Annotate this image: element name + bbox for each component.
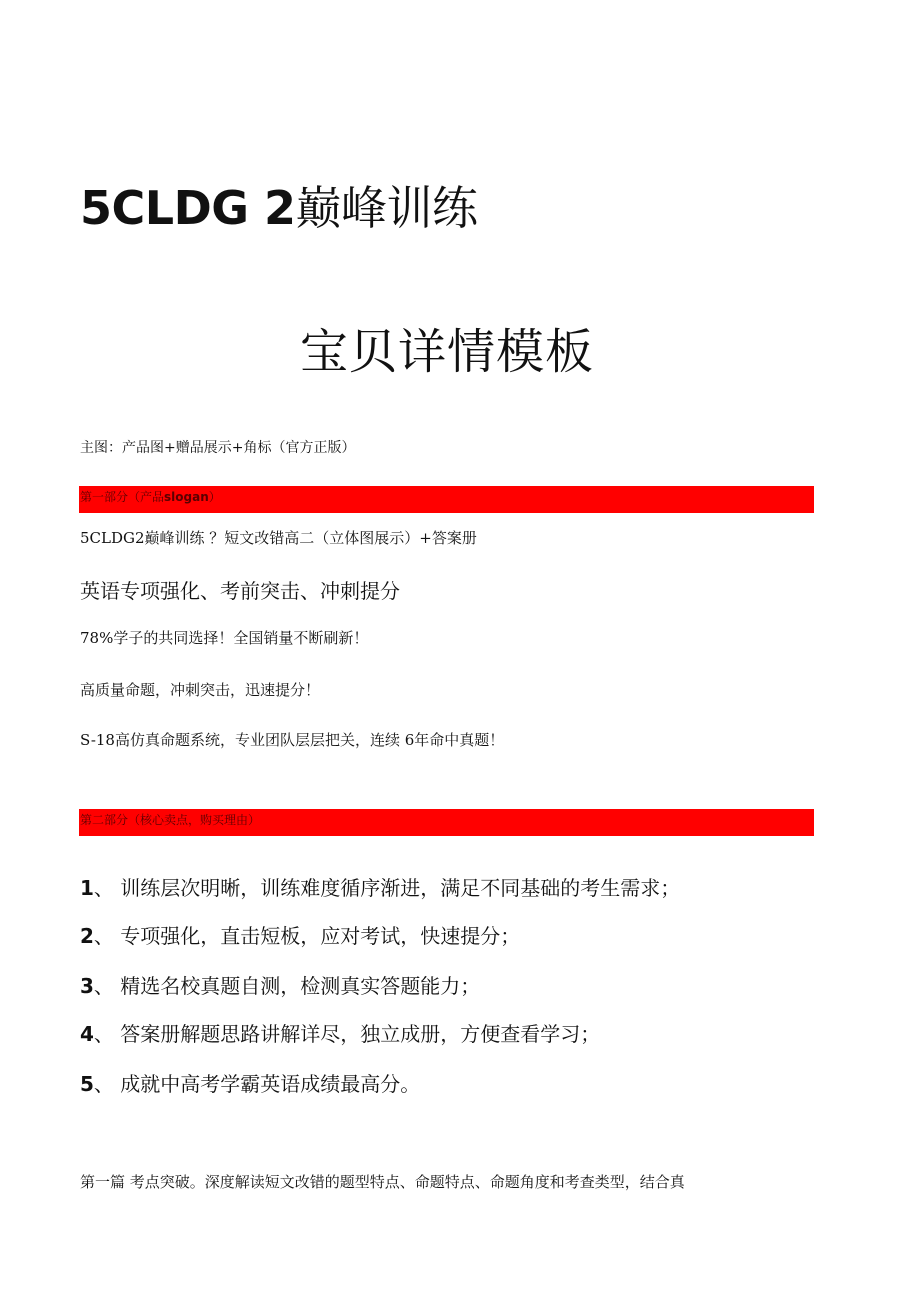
selling-line-3: S-18高仿真命题系统，专业团队层层把关，连续 6年命中真题！ (80, 731, 505, 749)
title-cjk: 巅峰训练 (295, 181, 478, 235)
selling-point-2-text: 、 专项强化，直击短板，应对考试，快速提分； (93, 924, 521, 948)
main-image-note: 主图：产品图+赠品展示+角标（官方正版） (80, 440, 356, 456)
selling-point-3 (80, 972, 480, 1000)
section-1-label-prefix: 第一部分（产品 (80, 490, 165, 504)
selling-line-1: 78%学子的共同选择！全国销量不断刷新！ (80, 629, 369, 647)
section-2-label: 第二部分（核心卖点，购买理由） (80, 813, 261, 827)
selling-point-1 (80, 874, 680, 902)
document-title (80, 180, 478, 236)
selling-point-5 (80, 1070, 420, 1098)
slogan: 英语专项强化、考前突击、冲刺提分 (80, 579, 400, 603)
selling-point-1-number: 1 (80, 876, 94, 900)
selling-point-5-text: 、 成就中高考学霸英语成绩最高分。 (93, 1072, 421, 1096)
selling-point-1-text: 、 训练层次明晰，训练难度循序渐进，满足不同基础的考生需求； (93, 876, 681, 900)
selling-point-3-text: 、 精选名校真题自测，检测真实答题能力； (93, 974, 481, 998)
section-1-label-suffix: ） (208, 490, 221, 504)
section-2-bar (79, 809, 814, 836)
selling-point-2-number: 2 (80, 924, 94, 948)
document-subtitle: 宝贝详情模板 (299, 324, 594, 380)
selling-point-2 (80, 922, 520, 950)
section-1-label-keyword: slogan (164, 490, 209, 504)
selling-point-4-number: 4 (80, 1022, 94, 1046)
section-1-bar (79, 486, 814, 513)
selling-point-4-text: 、 答案册解题思路讲解详尽，独立成册，方便查看学习； (93, 1022, 601, 1046)
selling-point-5-number: 5 (80, 1072, 94, 1096)
chapter-intro: 第一篇 考点突破。深度解读短文改错的题型特点、命题特点、命题角度和考查类型，结合真 (80, 1173, 685, 1191)
selling-point-3-number: 3 (80, 974, 94, 998)
title-latin: 5CLDG 2 (80, 181, 296, 235)
selling-line-2: 高质量命题，冲刺突击，迅速提分！ (80, 681, 321, 699)
selling-point-4 (80, 1020, 600, 1048)
product-line: 5CLDG2巅峰训练 ？短文改错高二（立体图展示）+答案册 (80, 529, 477, 547)
